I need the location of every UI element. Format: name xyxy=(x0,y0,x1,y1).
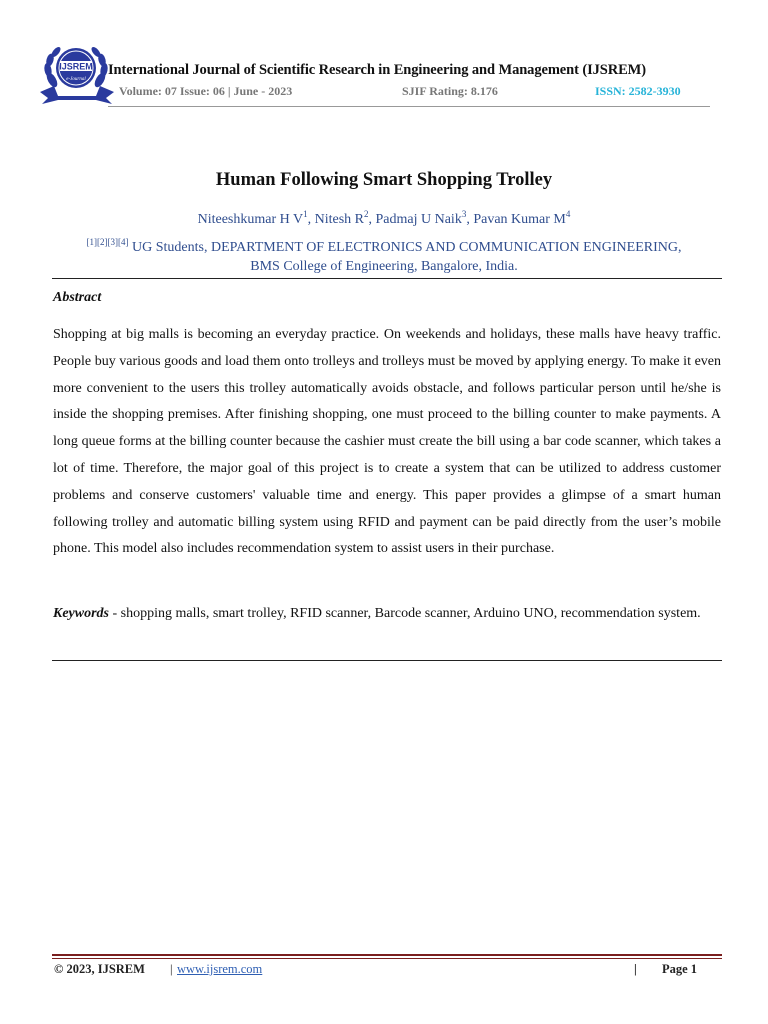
author-sup: 1 xyxy=(303,209,308,219)
author-sup: 4 xyxy=(565,209,571,219)
footer-separator: | xyxy=(170,962,173,976)
author-list: Niteeshkumar H $V^1$, Nitesh $R^2$, Padmaj U Naik$^3$, Pavan Kumar $M^4$ xyxy=(197,209,571,227)
footer-separator: | xyxy=(634,962,637,976)
paper-title: Human Following Smart Shopping Trolley xyxy=(215,170,553,190)
affiliation-text: UG Students, DEPARTMENT OF ELECTRONICS AND COMMUNICATION ENGINEERING, xyxy=(128,240,682,255)
issn: ISSN: 2582-3930 xyxy=(595,84,681,98)
abstract-heading: Abstract xyxy=(53,290,102,305)
abstract-body: Shopping at big malls is becoming an everyday practice. On weekends and holidays, these malls have heavy traffic. People buy various goods and load them onto trolleys and trolleys must be moved by applying energy. To make it even more convenient to the users this trolley automatically avoids obstacle, and follows particular person until he/she is inside the shopping premises. After finishing shopping, one must proceed to the billing counter to make payments. A long queue forms at the billing counter because the cashier must create the bill using a bar code scanner, which takes a lot of time. Therefore, the major goal of this project is to create a system that can be utilized to address customer problems and conserve customers' valuable time and energy. This paper provides a glimpse of a smart human following trolley and automatic billing system using RFID and payment can be paid directly from the user’s mobile phone. This model also includes recommendation system to assist users in their purchase. xyxy=(53,327,721,557)
ijsrem-logo xyxy=(38,40,116,106)
author-name: Nitesh R xyxy=(314,212,364,227)
logo-text: IJSREM xyxy=(59,61,93,72)
keywords xyxy=(53,600,721,627)
footer-website-link[interactable]: www.ijsrem.com xyxy=(177,962,263,976)
author-sup: 3 xyxy=(461,209,467,219)
author-name: Padmaj U Naik xyxy=(375,212,462,227)
author-sup: 2 xyxy=(364,209,369,219)
footer-copyright: © 2023, IJSREM xyxy=(54,962,145,976)
author-name: Pavan Kumar M xyxy=(473,212,566,227)
journal-title: International Journal of Scientific Research in Engineering and Management (IJSREM) xyxy=(108,62,646,78)
author-name: Niteeshkumar H V xyxy=(197,212,304,227)
abstract-top-rule xyxy=(52,278,722,279)
footer-rule-thin xyxy=(52,958,722,959)
sjif-rating: SJIF Rating: 8.176 xyxy=(402,84,498,98)
footer-page-number: Page 1 xyxy=(662,962,698,976)
logo-sub: e-Journal xyxy=(66,77,86,82)
affiliation-line-2: BMS College of Engineering, Bangalore, India. xyxy=(250,259,518,274)
affiliation-line-1 xyxy=(0,237,768,256)
affiliation-sup: [1][2][3][4] xyxy=(86,237,129,247)
header-rule xyxy=(108,106,710,107)
abstract-bottom-rule xyxy=(52,660,722,661)
keywords-text: - shopping malls, smart trolley, RFID scanner, Barcode scanner, Arduino UNO, recommendation system. xyxy=(109,606,701,621)
volume-issue: Volume: 07 Issue: 06 | June - 2023 xyxy=(119,84,293,98)
keywords-label: Keywords xyxy=(53,606,109,621)
footer-rule xyxy=(52,954,722,956)
